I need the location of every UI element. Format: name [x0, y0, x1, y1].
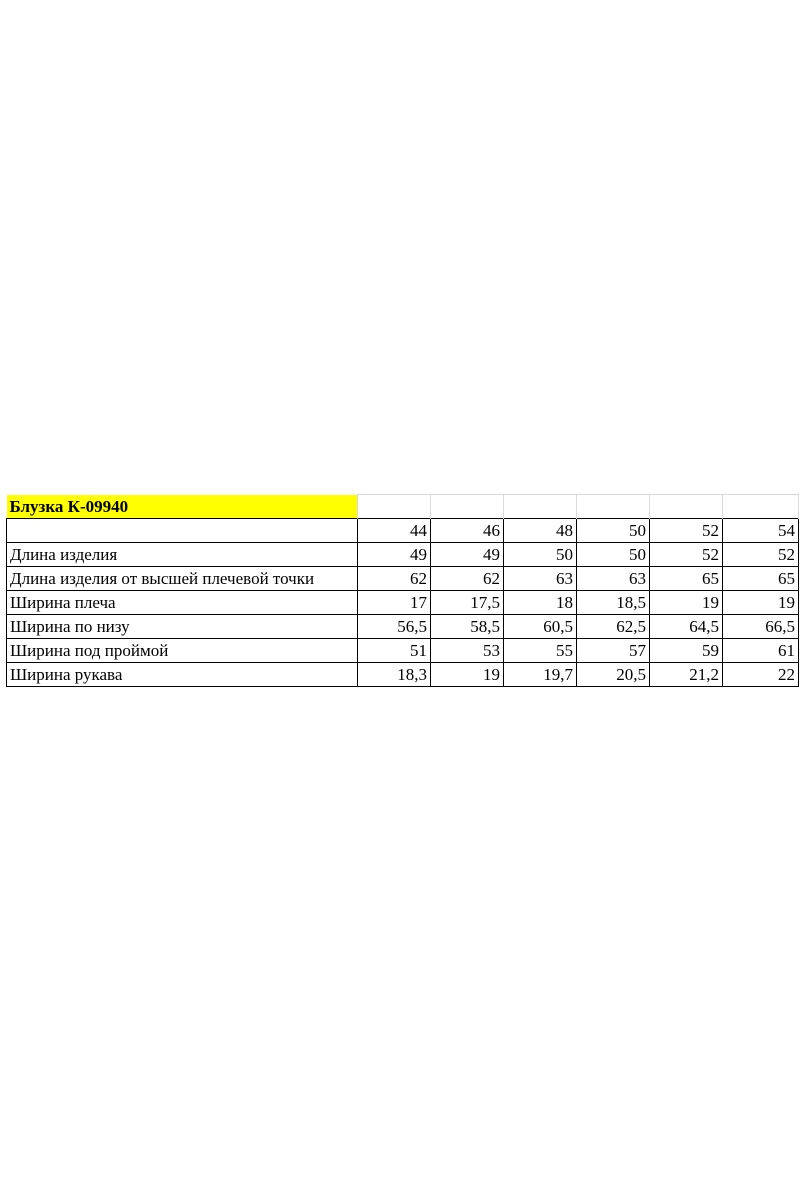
measurement-value: 58,5 [431, 615, 504, 639]
measurement-value: 57 [577, 639, 650, 663]
measurement-value: 66,5 [723, 615, 799, 639]
measurement-value: 19 [431, 663, 504, 687]
measurement-value: 50 [577, 543, 650, 567]
measurement-value: 61 [723, 639, 799, 663]
table-row [7, 639, 799, 663]
size-header: 52 [650, 519, 723, 543]
measurement-value: 18,5 [577, 591, 650, 615]
product-title: Блузка К-09940 [7, 495, 358, 519]
size-header: 44 [358, 519, 431, 543]
measurement-value: 60,5 [504, 615, 577, 639]
measurement-value: 19,7 [504, 663, 577, 687]
sizes-header-row [7, 519, 799, 543]
measurement-value: 17 [358, 591, 431, 615]
measurement-value: 19 [723, 591, 799, 615]
measurement-value: 49 [358, 543, 431, 567]
measurement-label: Ширина плеча [7, 591, 358, 615]
size-chart-sheet [6, 494, 798, 687]
measurement-label: Длина изделия [7, 543, 358, 567]
measurement-value: 65 [650, 567, 723, 591]
measurement-value: 52 [650, 543, 723, 567]
measurement-value: 18 [504, 591, 577, 615]
header-corner-cell [7, 519, 358, 543]
table-row [7, 663, 799, 687]
empty-cell [431, 495, 504, 519]
size-header: 54 [723, 519, 799, 543]
measurement-label: Ширина под проймой [7, 639, 358, 663]
measurement-label: Длина изделия от высшей плечевой точки [7, 567, 358, 591]
measurement-value: 52 [723, 543, 799, 567]
measurement-value: 63 [577, 567, 650, 591]
measurement-value: 51 [358, 639, 431, 663]
measurement-value: 62 [431, 567, 504, 591]
empty-cell [504, 495, 577, 519]
empty-cell [723, 495, 799, 519]
measurement-value: 49 [431, 543, 504, 567]
measurement-value: 50 [504, 543, 577, 567]
size-chart-table [6, 494, 799, 687]
title-row [7, 495, 799, 519]
measurement-value: 56,5 [358, 615, 431, 639]
measurement-value: 17,5 [431, 591, 504, 615]
empty-cell [650, 495, 723, 519]
measurement-value: 18,3 [358, 663, 431, 687]
size-header: 46 [431, 519, 504, 543]
measurement-value: 19 [650, 591, 723, 615]
measurement-value: 22 [723, 663, 799, 687]
measurement-value: 65 [723, 567, 799, 591]
measurement-value: 64,5 [650, 615, 723, 639]
size-header: 48 [504, 519, 577, 543]
measurement-value: 63 [504, 567, 577, 591]
table-row [7, 543, 799, 567]
measurement-value: 55 [504, 639, 577, 663]
measurement-value: 62 [358, 567, 431, 591]
measurement-value: 59 [650, 639, 723, 663]
table-row [7, 591, 799, 615]
measurement-value: 20,5 [577, 663, 650, 687]
measurement-label: Ширина рукава [7, 663, 358, 687]
measurement-value: 53 [431, 639, 504, 663]
size-header: 50 [577, 519, 650, 543]
measurement-value: 62,5 [577, 615, 650, 639]
table-row [7, 567, 799, 591]
measurement-value: 21,2 [650, 663, 723, 687]
empty-cell [577, 495, 650, 519]
table-row [7, 615, 799, 639]
measurement-label: Ширина по низу [7, 615, 358, 639]
empty-cell [358, 495, 431, 519]
